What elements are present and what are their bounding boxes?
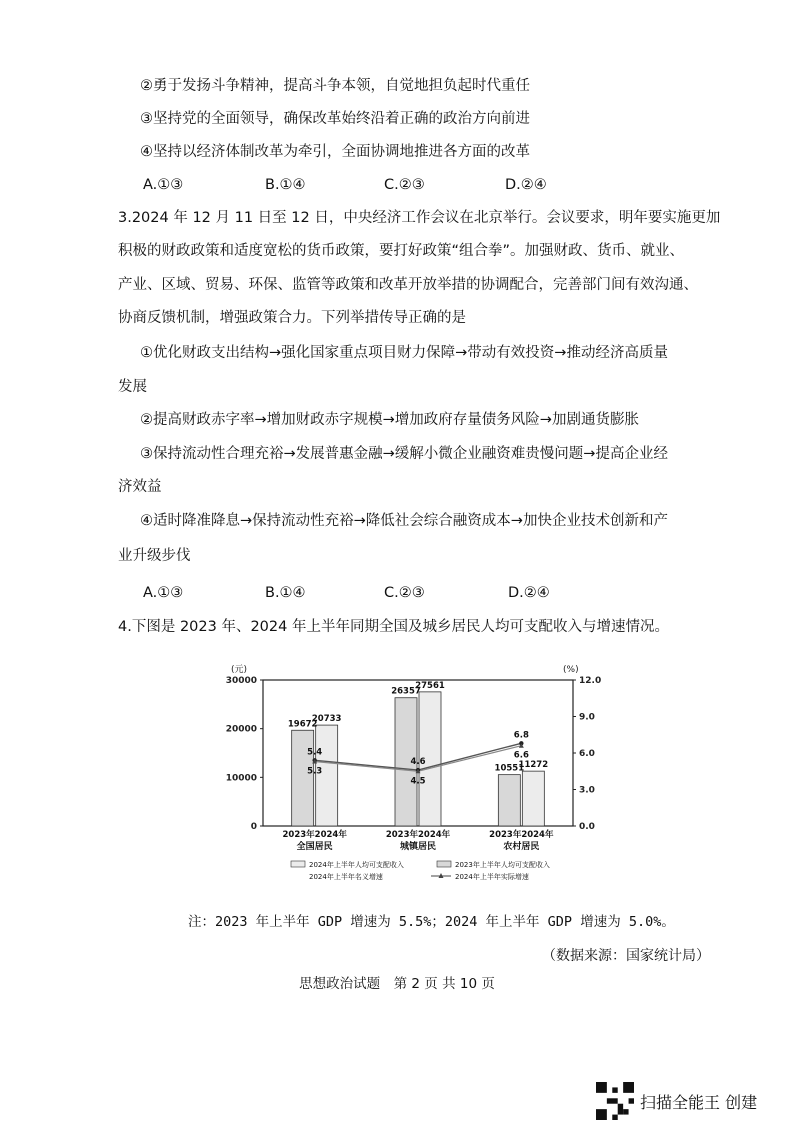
y-left-unit: (元)	[231, 665, 248, 675]
real-growth-label: 5.3	[307, 766, 323, 777]
q3-stem-line3: 产业、区域、贸易、环保、监管等政策和改革开放举措的协调配合，完善部门间有效沟通、	[118, 277, 698, 293]
bar-2024	[522, 771, 544, 826]
legend-label-2024: 2024年上半年人均可支配收入	[309, 861, 404, 869]
q3-item1-line2: 发展	[118, 379, 147, 395]
q3-item3-line1: ③保持流动性合理充裕→发展普惠金融→缓解小微企业融资难贵慢问题→提高企业经	[140, 446, 668, 462]
legend-swatch-2023	[437, 861, 451, 867]
scanner-watermark	[596, 1081, 757, 1121]
x-category-label: 城镇居民	[399, 842, 437, 852]
nominal-growth-label: 4.6	[410, 757, 426, 768]
y-right-unit: (%)	[563, 665, 579, 675]
q3-item4-line2: 业升级步伐	[118, 548, 191, 564]
y-right-tick-label: 12.0	[579, 676, 602, 686]
y-right-tick-label: 9.0	[579, 712, 595, 723]
legend-swatch-2024	[291, 861, 305, 867]
bar-2023-value-label: 10551	[494, 763, 525, 774]
q3-item1-line1: ①优化财政支出结构→强化国家重点项目财力保障→带动有效投资→推动经济高质量	[140, 345, 668, 361]
q3-item2: ②提高财政赤字率→增加财政赤字规模→增加政府存量债务风险→加剧通货膨胀	[140, 412, 639, 428]
bar-2024-value-label: 11272	[518, 760, 549, 771]
q3-option-a[interactable]: A.①③	[143, 585, 184, 601]
page-footer: 思想政治试题 第 2 页 共 10 页	[299, 976, 495, 992]
q2-option-b[interactable]: B.①④	[265, 177, 306, 193]
q2-item2: ②勇于发扬斗争精神，提高斗争本领，自觉地担负起时代重任	[140, 78, 530, 94]
y-right-tick-label: 6.0	[579, 749, 595, 759]
q2-option-c[interactable]: C.②③	[384, 177, 425, 193]
x-year-labels: 2023年2024年	[385, 830, 451, 840]
q3-option-c[interactable]: C.②③	[384, 585, 425, 601]
legend-label-nominal: 2024年上半年名义增速	[309, 873, 383, 881]
y-left-tick-label: 30000	[225, 676, 257, 686]
y-left-tick-label: 0	[250, 822, 257, 832]
legend-label-real: 2024年上半年实际增速	[455, 873, 529, 881]
real-growth-label: 6.6	[513, 750, 529, 761]
nominal-growth-label: 6.8	[513, 730, 529, 741]
income-chart	[225, 660, 602, 890]
real-growth-label: 4.5	[410, 776, 426, 787]
bar-2024-value-label: 27561	[415, 680, 445, 691]
bar-2024-value-label: 20733	[311, 714, 342, 725]
q2-item3: ③坚持党的全面领导，确保改革始终沿着正确的政治方向前进	[140, 111, 530, 127]
income-chart-svg	[225, 660, 602, 890]
x-category-label: 农村居民	[503, 842, 540, 852]
q2-option-a[interactable]: A.①③	[143, 177, 184, 193]
y-right-tick-label: 3.0	[579, 785, 595, 796]
x-category-label: 全国居民	[296, 842, 333, 852]
q2-option-d[interactable]: D.②④	[505, 177, 547, 193]
q3-stem-line4: 协商反馈机制，增强政策合力。下列举措传导正确的是	[118, 310, 466, 326]
y-left-tick-label: 20000	[225, 724, 257, 735]
bar-2023-value-label: 26357	[391, 686, 421, 697]
bar-2023	[498, 775, 520, 826]
q3-item4-line1: ④适时降准降息→保持流动性充裕→降低社会综合融资成本→加快企业技术创新和产	[140, 513, 668, 529]
bar-2023	[292, 730, 314, 826]
q2-item4: ④坚持以经济体制改革为牵引，全面协调地推进各方面的改革	[140, 144, 530, 160]
y-right-tick-label: 0.0	[579, 822, 595, 832]
q3-stem-line1: 3.2024 年 12 月 11 日至 12 日，中央经济工作会议在北京举行。会议要求，明年要实施更加	[118, 210, 721, 226]
legend-label-2023: 2023年上半年人均可支配收入	[455, 861, 550, 869]
data-source: （数据来源：国家统计局）	[542, 948, 710, 964]
bar-2023-value-label: 19672	[287, 719, 318, 730]
chart-note: 注：2023 年上半年 GDP 增速为 5.5%；2024 年上半年 GDP 增速为 5.0%。	[188, 914, 675, 930]
q4-stem: 4.下图是 2023 年、2024 年上半年同期全国及城乡居民人均可支配收入与增速情况。	[118, 619, 669, 635]
q3-option-d[interactable]: D.②④	[508, 585, 550, 601]
scanner-label: 扫描全能王 创建	[640, 1092, 758, 1112]
x-year-labels: 2023年2024年	[282, 830, 347, 840]
q3-option-b[interactable]: B.①④	[265, 585, 306, 601]
q3-stem-line2: 积极的财政政策和适度宽松的货币政策，要打好政策“组合拳”。加强财政、货币、就业、	[118, 243, 685, 259]
y-left-tick-label: 10000	[225, 773, 257, 784]
nominal-growth-label: 5.4	[307, 747, 323, 758]
x-year-labels: 2023年2024年	[489, 830, 554, 840]
q3-item3-line2: 济效益	[118, 479, 162, 495]
qr-code-icon	[596, 1082, 634, 1120]
